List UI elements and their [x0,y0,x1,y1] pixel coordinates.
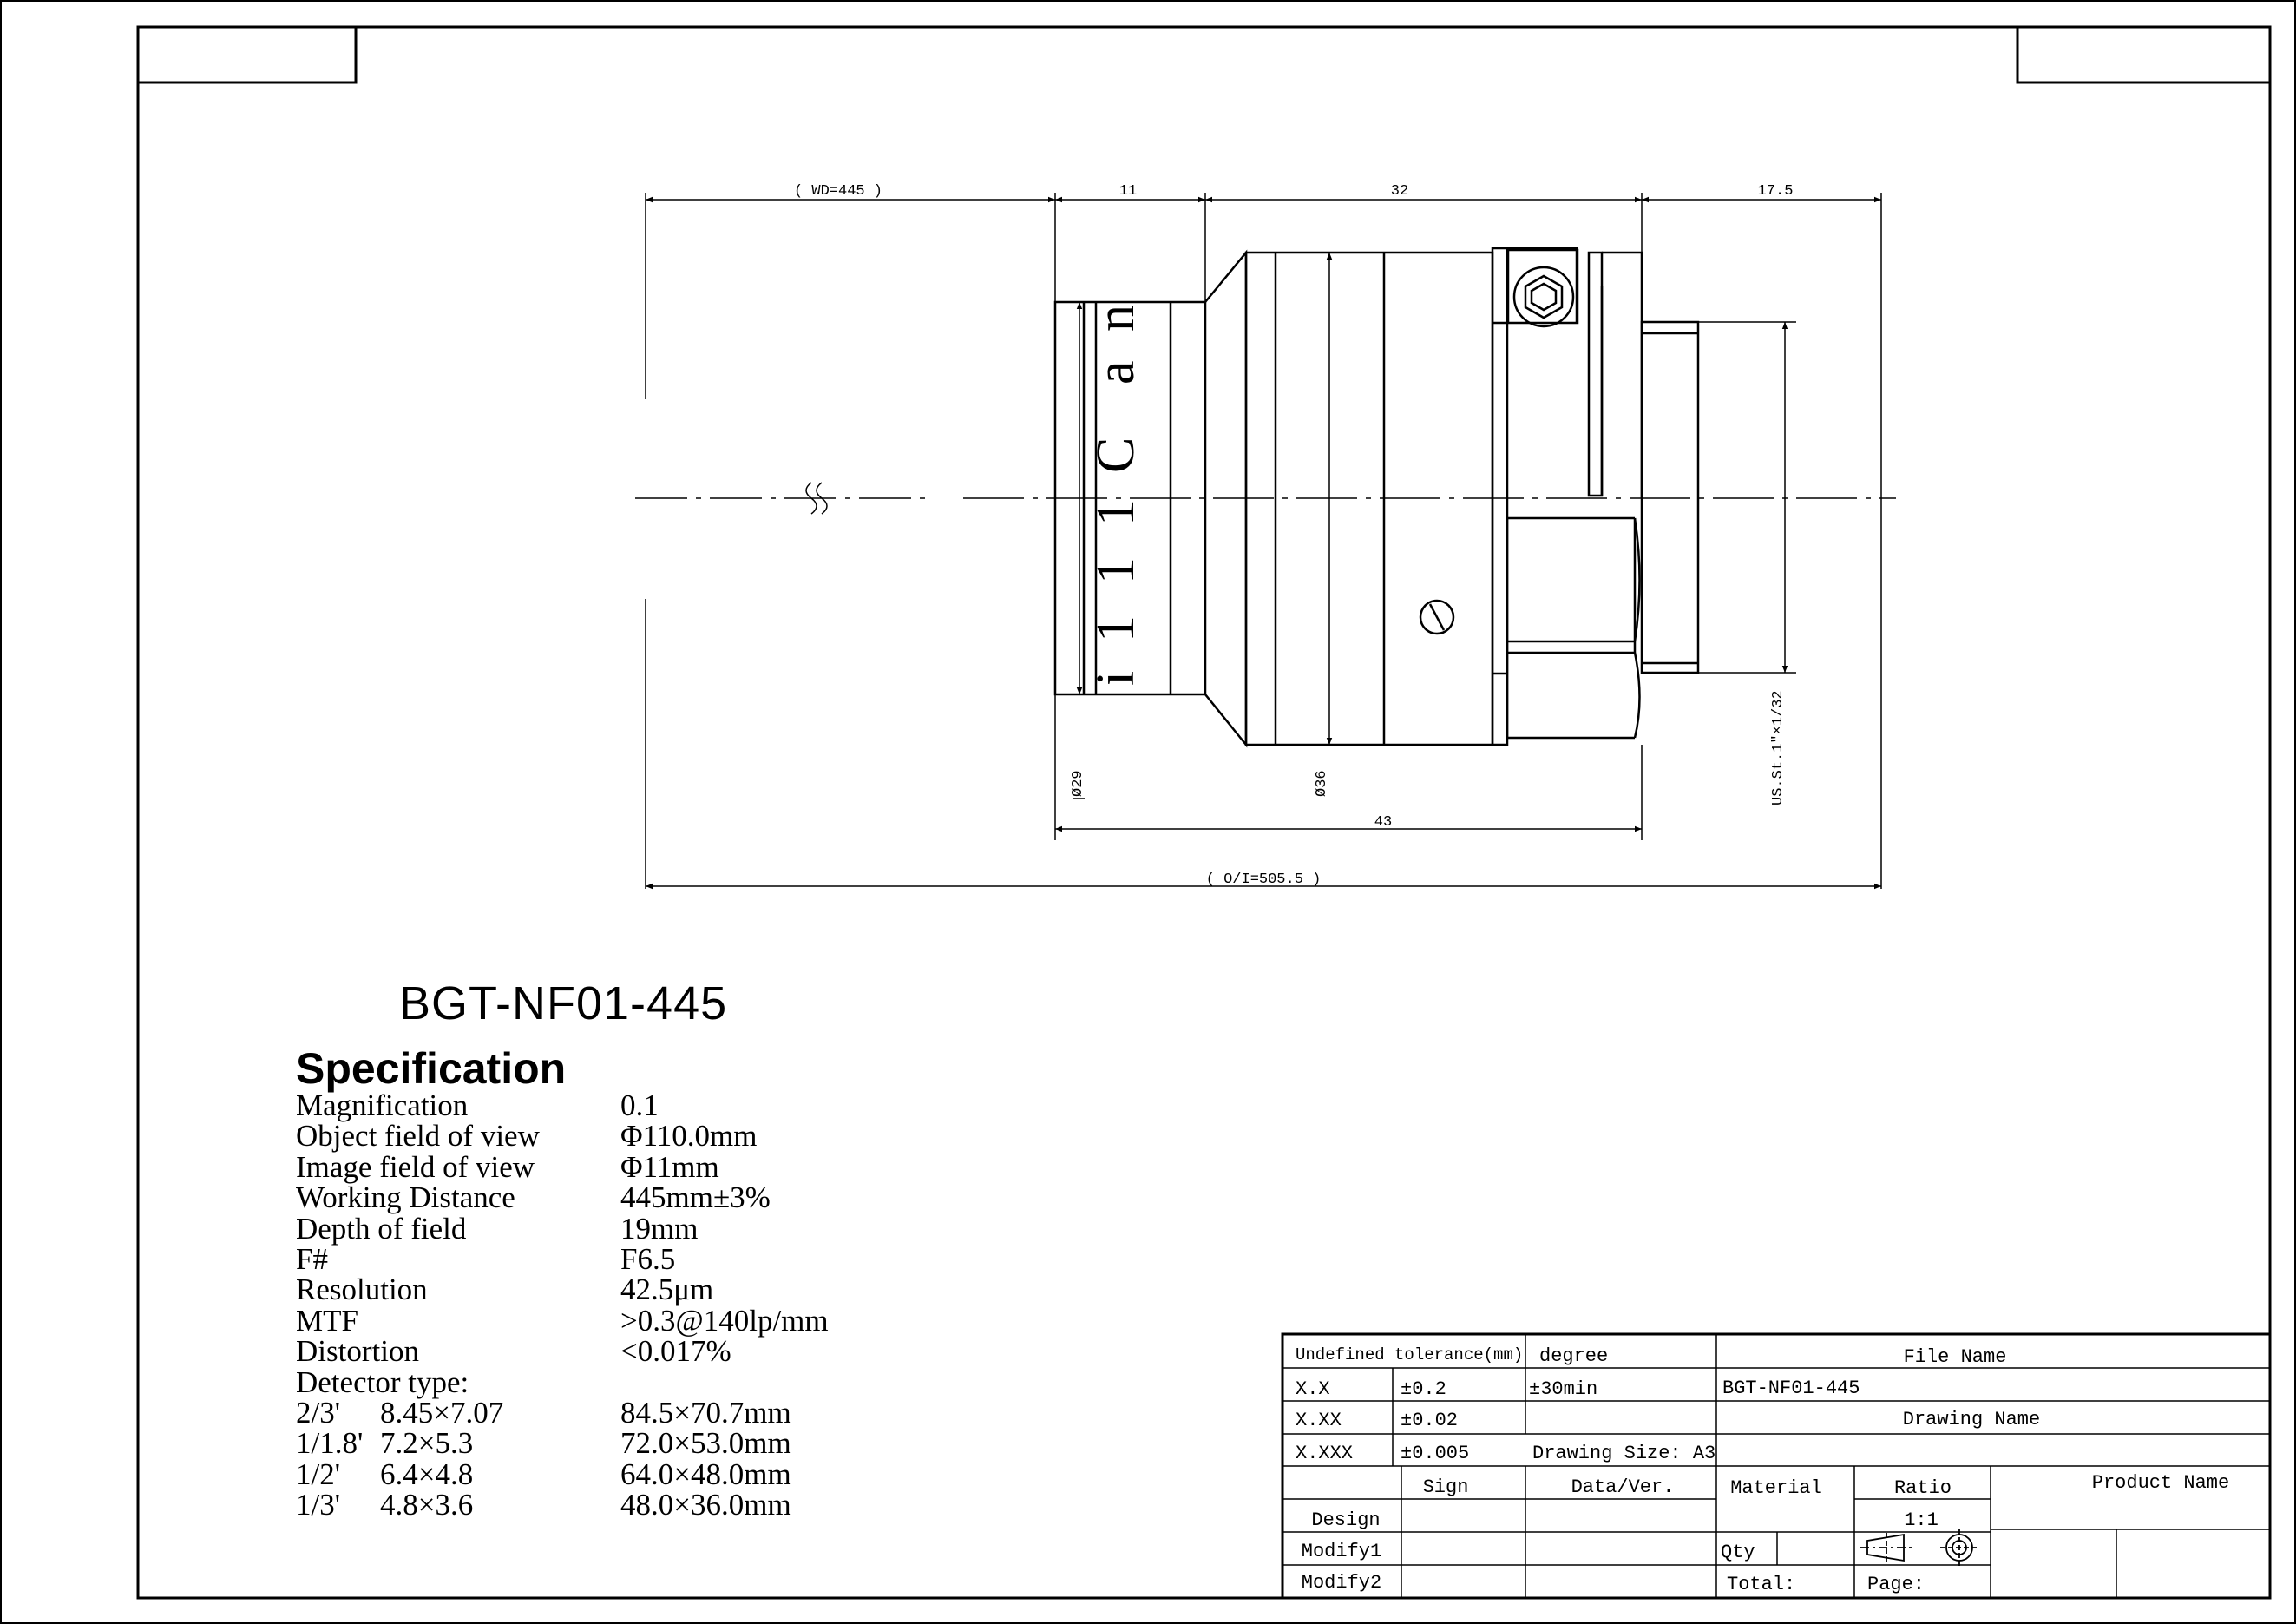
spec-label: Object field of view [296,1119,540,1154]
tb-total: Total: [1727,1574,1796,1595]
tb-ratio-value: 1:1 [1904,1509,1938,1531]
detector-size: 1/2' [296,1456,341,1491]
tb-xx-tol: ±0.2 [1401,1378,1446,1400]
spec-label: Image field of view [296,1149,535,1184]
tb-modify2: Modify2 [1301,1572,1382,1594]
dimension-labels [794,183,1793,888]
engraving-char-7: n [1086,305,1145,332]
spec-value: 0.1 [620,1088,659,1122]
detector-dims: 6.4×4.8 [380,1456,474,1491]
engraving-char-4: 1 [1086,499,1145,526]
spec-label: Working Distance [296,1180,515,1215]
dim-phi-29: Ø29 [1070,770,1086,797]
spec-value: 19mm [620,1211,699,1246]
tb-xxx: X.XX [1296,1410,1342,1431]
dim-11: 11 [1118,183,1138,200]
hex-screw-icon [1514,267,1573,326]
spec-label: F# [296,1241,328,1276]
tb-design: Design [1311,1509,1381,1531]
tb-data-ver: Data/Ver. [1571,1476,1675,1498]
tb-file-name: BGT-NF01-445 [1722,1377,1860,1399]
detector-fov: 48.0×36.0mm [620,1488,791,1522]
tb-xxx-tol: ±0.02 [1401,1410,1459,1431]
detector-dims: 8.45×7.07 [380,1395,504,1430]
tb-drawing-size: Drawing Size: A3 [1532,1443,1716,1464]
tb-product-name: Product Name [2091,1472,2230,1494]
tb-undefined-tolerance: Undefined tolerance(mm) [1296,1345,1524,1364]
detector-size: 1/3' [296,1488,341,1522]
engraving-char-2: 1 [1086,615,1145,642]
model-name: BGT-NF01-445 [399,977,728,1029]
tb-xxxx-tol: ±0.005 [1401,1443,1470,1464]
dimension-lines [646,200,1881,886]
dim-thread: US.St.1"×1/32 [1770,690,1787,805]
engraving-char-3: 1 [1086,557,1145,584]
detector-heading: Detector type: [296,1364,469,1399]
extension-lines [646,193,1881,889]
tb-sign: Sign [1422,1476,1469,1498]
detector-size: 1/1.8' [296,1426,364,1461]
dim-43: 43 [1374,814,1393,831]
specification-heading: Specification [296,1044,567,1093]
locking-pin-icon [1420,601,1453,634]
spec-label: Distortion [296,1334,419,1369]
dim-phi-36: Ø36 [1314,770,1330,797]
detector-size: 2/3' [296,1395,341,1430]
center-line [635,483,1896,514]
detector-fov: 72.0×53.0mm [620,1426,791,1461]
tb-xxxx: X.XXX [1296,1443,1354,1464]
tb-drawing-name-label: Drawing Name [1902,1409,2041,1430]
spec-label: Depth of field [296,1211,467,1246]
spec-value: Φ11mm [620,1149,719,1184]
tb-qty: Qty [1721,1542,1755,1563]
tb-xx: X.X [1296,1378,1330,1400]
spec-value: Φ110.0mm [620,1119,758,1154]
dim-17-5: 17.5 [1757,183,1794,200]
tb-file-name-label: File Name [1903,1346,2007,1368]
tb-deg-tol: ±30min [1529,1378,1598,1400]
spec-value: 42.5μm [620,1272,714,1307]
spec-value: <0.017% [620,1334,731,1369]
dim-32: 32 [1390,183,1409,200]
spec-label: Magnification [296,1088,469,1122]
tb-ratio: Ratio [1893,1477,1952,1499]
title-block [1282,1334,2270,1598]
spec-label: Resolution [296,1272,428,1307]
dim-object-image: ( O/I=505.5 ) [1205,871,1322,888]
detector-fov: 84.5×70.7mm [620,1395,791,1430]
engraving-char-5: C [1086,437,1145,473]
spec-value: 445mm±3% [620,1180,771,1215]
engraving-char-1: i [1086,670,1145,686]
spec-value: F6.5 [620,1241,676,1276]
engraving-char-6: a [1086,360,1145,385]
detector-fov: 64.0×48.0mm [620,1456,791,1491]
detector-dims: 4.8×3.6 [380,1488,474,1522]
dim-working-distance: ( WD=445 ) [793,183,883,200]
lens-body [1055,248,1698,745]
detector-dims: 7.2×5.3 [380,1426,474,1461]
tb-material: Material [1730,1477,1822,1499]
projection-symbol-icon [1860,1529,1978,1566]
spec-value: >0.3@140lp/mm [620,1303,829,1338]
tb-modify1: Modify1 [1301,1541,1382,1562]
title-block-labels [1296,1345,2229,1595]
tb-page: Page: [1867,1574,1925,1595]
tb-degree: degree [1539,1345,1609,1367]
spec-label: MTF [296,1303,358,1338]
